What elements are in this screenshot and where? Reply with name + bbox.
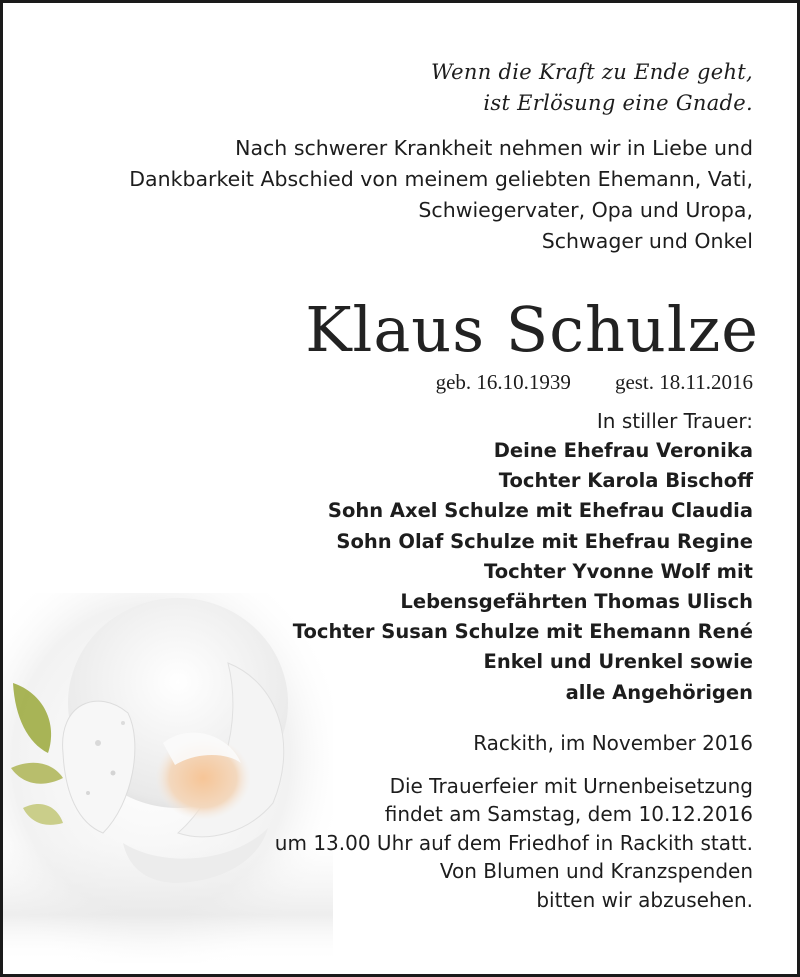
intro-line: Nach schwerer Krankheit nehmen wir in Liebe und <box>235 136 753 160</box>
mourner-line: Tochter Yvonne Wolf mit <box>483 559 753 583</box>
intro-line: Schwager und Onkel <box>541 229 753 253</box>
birth-date: geb. 16.10.1939 <box>435 370 571 394</box>
mourner-line: Tochter Karola Bischoff <box>498 469 753 493</box>
mourner-line: Deine Ehefrau Veronika <box>493 439 753 462</box>
mourner-line: Sohn Olaf Schulze mit Ehefrau Regine <box>336 529 753 553</box>
intro-paragraph <box>53 133 753 257</box>
mourners-list <box>53 436 753 708</box>
motto-line: ist Erlösung eine Gnade. <box>483 91 753 115</box>
funeral-line: um 13.00 Uhr auf dem Friedhof in Rackith statt. <box>274 830 753 855</box>
mourner-line: Tochter Susan Schulze mit Ehemann René <box>292 620 753 644</box>
motto-verse <box>53 57 753 119</box>
mourner-line: Lebensgefährten Thomas Ulisch <box>400 590 753 614</box>
place-and-date: Rackith, im November 2016 <box>473 730 753 755</box>
funeral-details <box>53 772 753 915</box>
intro-line: Schwiegervater, Opa und Uropa, <box>418 198 753 222</box>
notice-text-column <box>53 57 759 914</box>
funeral-line: Die Trauerfeier mit Urnenbeisetzung <box>389 773 753 798</box>
funeral-line: bitten wir abzusehen. <box>536 887 753 912</box>
intro-line: Dankbarkeit Abschied von meinem geliebten Ehemann, Vati, <box>129 167 753 191</box>
mourner-line: Enkel und Urenkel sowie <box>483 650 753 674</box>
mourner-line: alle Angehörigen <box>565 680 753 704</box>
deceased-name: Klaus Schulze <box>305 293 759 366</box>
life-dates <box>53 367 753 397</box>
mourning-intro: In stiller Trauer: <box>596 409 753 433</box>
motto-line: Wenn die Kraft zu Ende geht, <box>431 60 753 84</box>
mourner-line: Sohn Axel Schulze mit Ehefrau Claudia <box>327 499 753 523</box>
funeral-line: findet am Samstag, dem 10.12.2016 <box>384 802 753 827</box>
death-date: gest. 18.11.2016 <box>614 370 753 394</box>
funeral-line: Von Blumen und Kranzspenden <box>439 859 753 884</box>
